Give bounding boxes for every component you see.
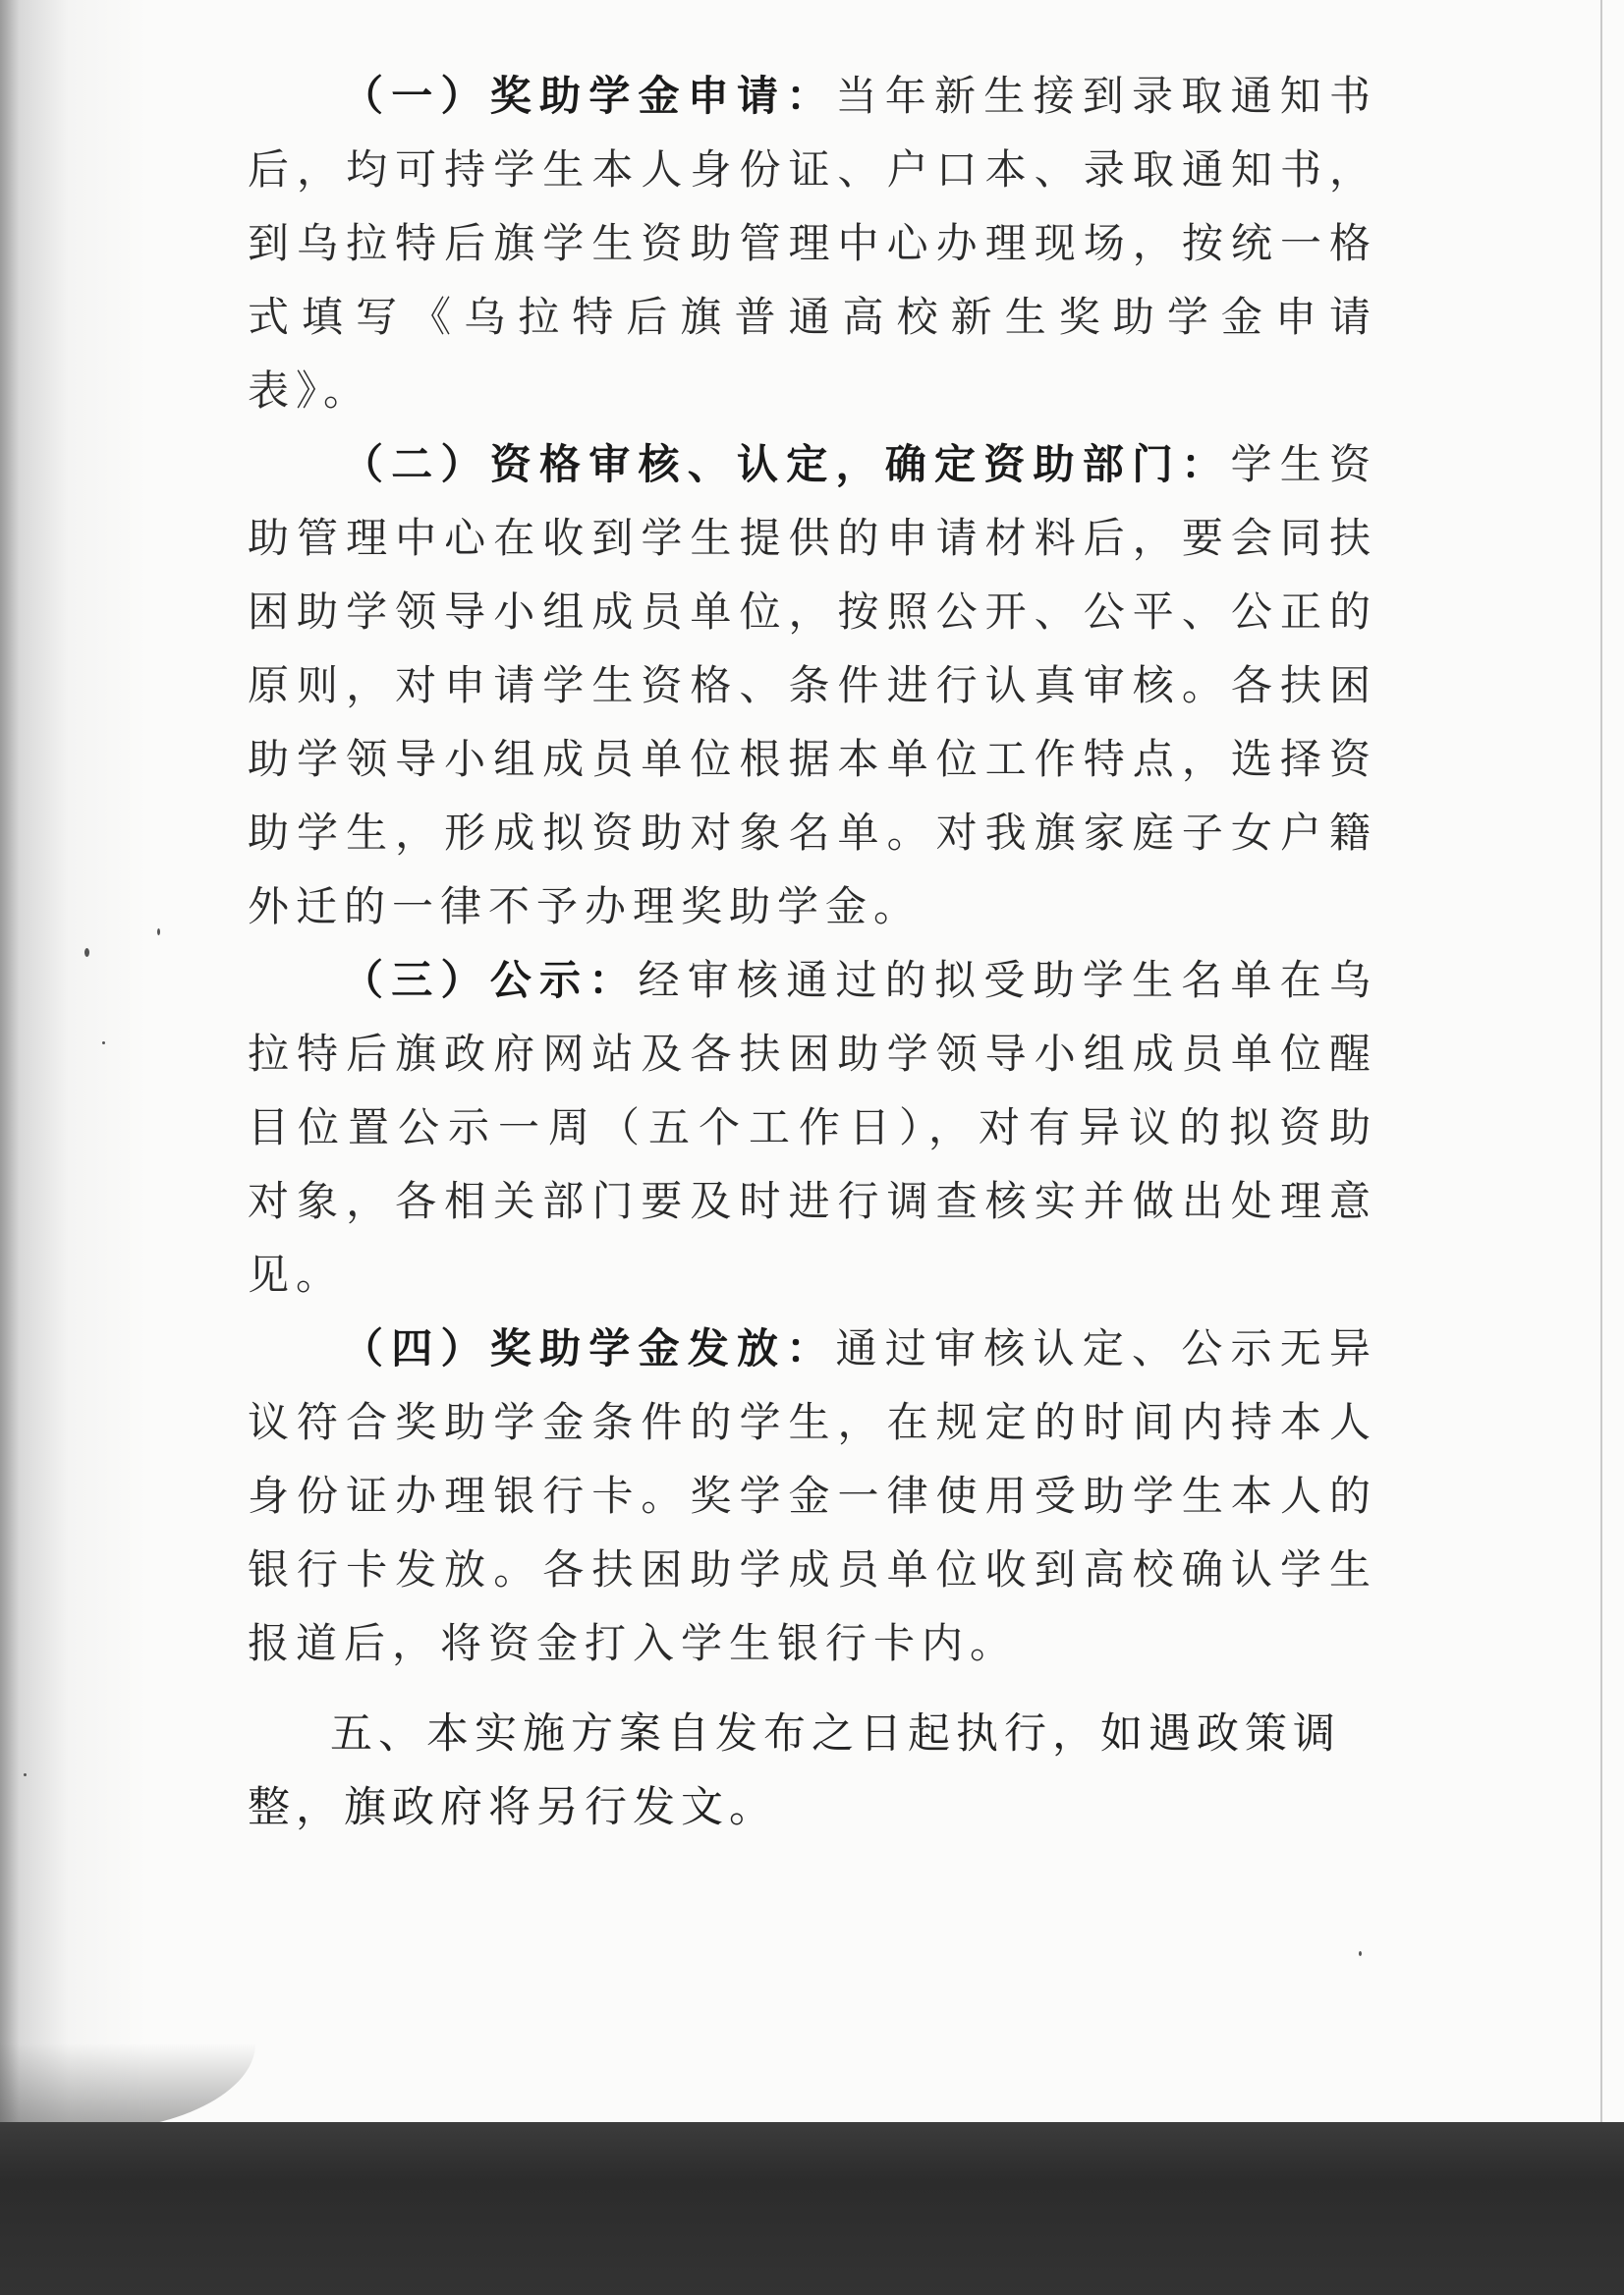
scan-speck (157, 928, 160, 935)
scan-dark-border (0, 2122, 1624, 2295)
section-1-body: 当年新生接到录取通知书后，均可持学生本人身份证、户口本、录取通知书，到乌拉特后旗学生资助管理中心办理现场，按统一格式填写《乌拉特后旗普通高校新生奖助学金申请表》。 (248, 72, 1377, 415)
section-2 (248, 427, 1377, 943)
section-2-body: 学生资助管理中心在收到学生提供的申请材料后，要会同扶困助学领导小组成员单位，按照公开、公平、公正的原则，对申请学生资格、条件进行认真审核。各扶困助学领导小组成员单位根据本单位工作特点，选择资助学生，形成拟资助对象名单。对我旗家庭子女户籍外迁的一律不予办理奖助学金。 (248, 440, 1377, 930)
section-3-body: 经审核通过的拟受助学生名单在乌拉特后旗政府网站及各扶困助学领导小组成员单位醒目位置公示一周（五个工作日），对有异议的拟资助对象，各相关部门要及时进行调查核实并做出处理意见。 (248, 956, 1377, 1299)
scan-speck (24, 1773, 27, 1776)
closing-clause: 五、本实施方案自发布之日起执行，如遇政策调整，旗政府将另行发文。 (248, 1709, 1341, 1832)
section-2-heading: （二）资格审核、认定，确定资助部门： (342, 440, 1231, 488)
scan-speck (102, 1041, 105, 1044)
document-body (248, 59, 1377, 1845)
section-4 (248, 1312, 1377, 1680)
section-3 (248, 943, 1377, 1312)
scan-binding-shadow (0, 0, 147, 2295)
scan-speck (84, 948, 89, 957)
section-4-heading: （四）奖助学金发放： (342, 1324, 836, 1372)
scan-page-edge (1600, 0, 1602, 2295)
section-3-heading: （三）公示： (342, 956, 639, 1004)
section-4-body: 通过审核认定、公示无异议符合奖助学金条件的学生，在规定的时间内持本人身份证办理银行卡。奖学金一律使用受助学生本人的银行卡发放。各扶困助学成员单位收到高校确认学生报道后，将资金打入学生银行卡内。 (248, 1324, 1377, 1667)
section-1 (248, 59, 1377, 427)
section-1-heading: （一）奖助学金申请： (342, 72, 836, 120)
scan-speck (1359, 1951, 1362, 1956)
scan-page-curl (0, 2043, 255, 2132)
